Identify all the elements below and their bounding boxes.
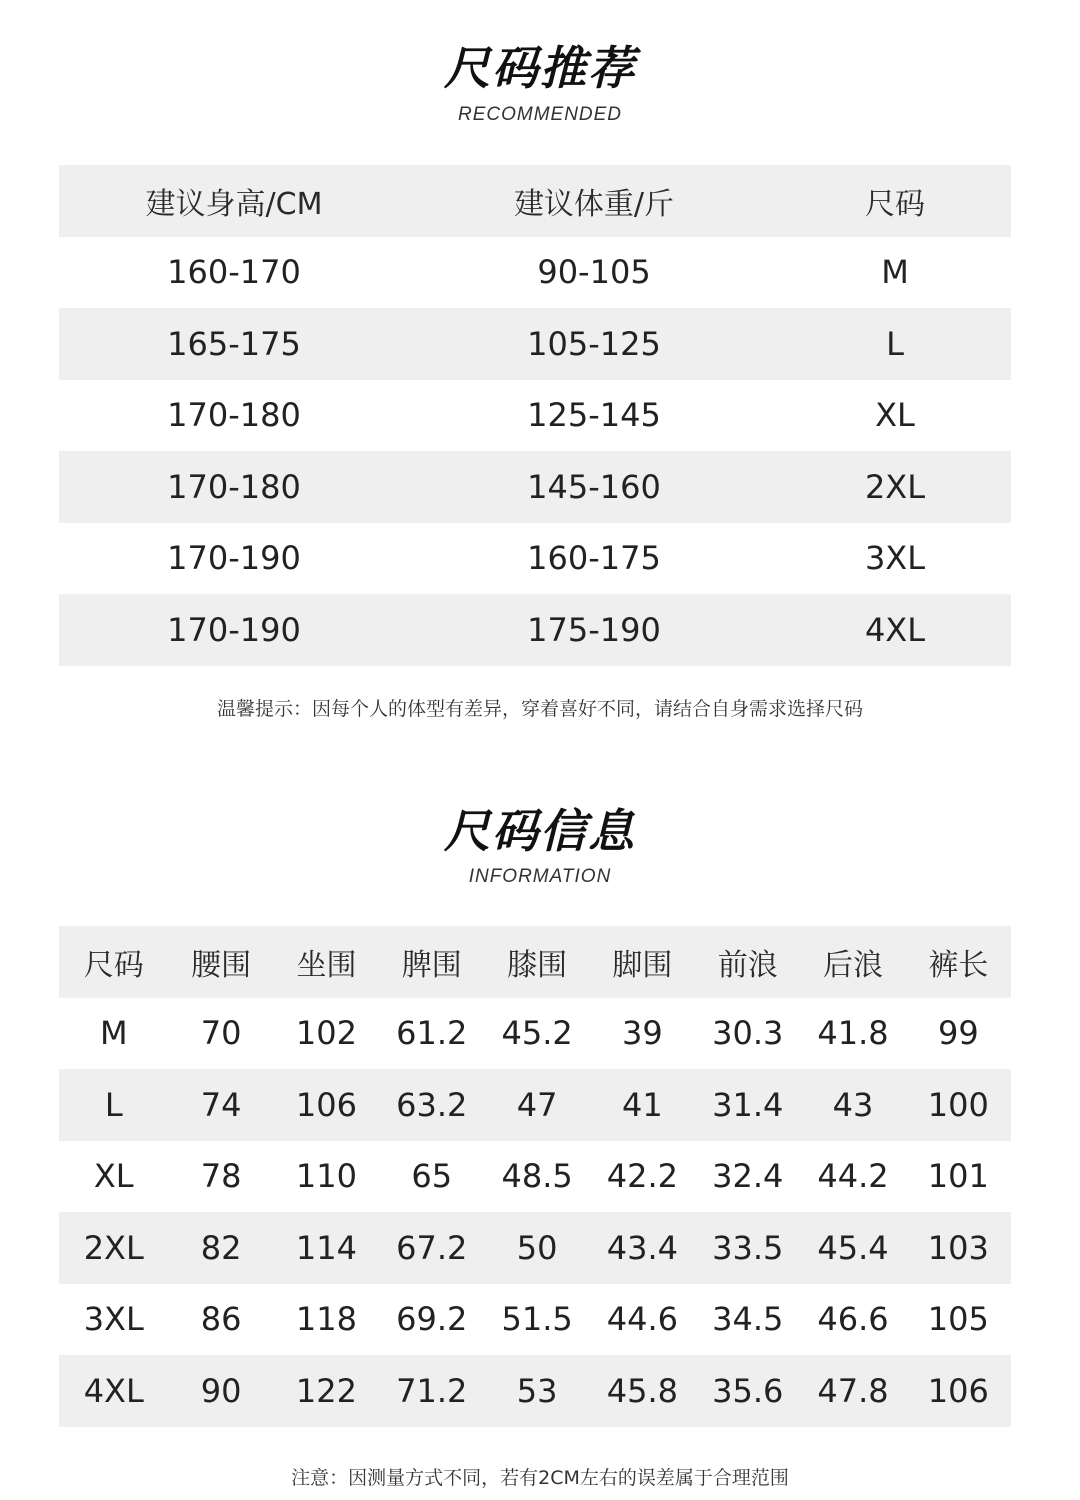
cell-waist: 70 <box>200 1014 242 1053</box>
cell-back-rise: 41.8 <box>817 1014 889 1053</box>
cell-waist: 82 <box>200 1228 242 1267</box>
cell-leg-opening: 39 <box>622 1014 663 1053</box>
cell-leg-opening: 41 <box>622 1085 663 1124</box>
cell-size: 4XL <box>83 1371 144 1410</box>
cell-hip: 106 <box>295 1085 357 1124</box>
cell-hip: 110 <box>295 1157 357 1196</box>
cell-leg-opening: 45.8 <box>606 1371 679 1410</box>
cell-height: 170-180 <box>167 467 301 506</box>
cell-knee: 47 <box>516 1085 558 1124</box>
cell-front-rise: 32.4 <box>712 1157 784 1196</box>
cell-back-rise: 46.6 <box>817 1300 889 1339</box>
cell-height: 165-175 <box>167 324 301 363</box>
table-row <box>59 1284 1011 1356</box>
cell-height: 170-190 <box>167 539 301 578</box>
cell-size: M <box>881 253 909 292</box>
recommended-title: 尺码推荐 <box>444 41 636 95</box>
cell-front-rise: 30.3 <box>712 1014 784 1053</box>
cell-size: 2XL <box>83 1228 144 1267</box>
cell-size: L <box>886 324 904 363</box>
cell-back-rise: 47.8 <box>817 1371 889 1410</box>
cell-length: 103 <box>927 1228 989 1267</box>
cell-hip: 122 <box>295 1371 357 1410</box>
cell-back-rise: 44.2 <box>817 1157 889 1196</box>
cell-thigh: 63.2 <box>396 1085 468 1124</box>
cell-knee: 48.5 <box>501 1157 573 1196</box>
header-length: 裤长 <box>928 947 989 983</box>
table-header-row <box>59 926 1011 998</box>
information-table <box>59 926 1011 1427</box>
header-size: 尺码 <box>83 947 144 983</box>
cell-length: 99 <box>937 1014 979 1053</box>
cell-size: XL <box>93 1157 134 1196</box>
cell-hip: 114 <box>295 1228 357 1267</box>
cell-waist: 78 <box>200 1157 242 1196</box>
cell-back-rise: 45.4 <box>817 1228 889 1267</box>
cell-waist: 74 <box>200 1085 242 1124</box>
cell-length: 101 <box>927 1157 989 1196</box>
recommended-table <box>59 165 1011 666</box>
cell-waist: 90 <box>200 1371 242 1410</box>
header-knee: 膝围 <box>507 947 568 983</box>
cell-thigh: 65 <box>411 1157 453 1196</box>
table-row <box>59 1069 1011 1141</box>
cell-front-rise: 35.6 <box>712 1371 784 1410</box>
cell-leg-opening: 43.4 <box>606 1228 679 1267</box>
cell-length: 106 <box>927 1371 989 1410</box>
table-row <box>59 308 1011 380</box>
cell-thigh: 67.2 <box>396 1228 468 1267</box>
cell-length: 100 <box>927 1085 989 1124</box>
cell-size: 2XL <box>864 467 926 506</box>
header-front-rise: 前浪 <box>717 947 778 983</box>
cell-weight: 145-160 <box>527 467 661 506</box>
header-size: 尺码 <box>865 186 925 222</box>
header-hip: 坐围 <box>296 947 357 983</box>
table-row <box>59 523 1011 595</box>
cell-hip: 118 <box>295 1300 357 1339</box>
table-row <box>59 998 1011 1070</box>
cell-size: M <box>99 1014 128 1053</box>
cell-weight: 90-105 <box>537 253 651 292</box>
cell-front-rise: 33.5 <box>712 1228 784 1267</box>
cell-size: 3XL <box>864 539 926 578</box>
cell-weight: 160-175 <box>527 539 661 578</box>
cell-length: 105 <box>927 1300 989 1339</box>
table-header-row <box>59 165 1011 237</box>
table-row <box>59 237 1011 309</box>
cell-knee: 45.2 <box>501 1014 573 1053</box>
header-leg-opening: 脚围 <box>612 947 673 983</box>
cell-weight: 175-190 <box>527 610 661 649</box>
cell-front-rise: 34.5 <box>712 1300 784 1339</box>
recommended-subtitle: RECOMMENDED <box>457 104 623 125</box>
cell-front-rise: 31.4 <box>712 1085 784 1124</box>
table-row <box>59 1355 1011 1427</box>
cell-leg-opening: 42.2 <box>606 1157 679 1196</box>
cell-size: XL <box>875 396 915 435</box>
cell-weight: 125-145 <box>527 396 661 435</box>
recommended-note: 温馨提示：因每个人的体型有差异，穿着喜好不同，请结合自身需求选择尺码 <box>216 698 863 720</box>
information-note: 注意：因测量方式不同，若有2CM左右的误差属于合理范围 <box>291 1467 789 1489</box>
header-thigh: 脾围 <box>401 947 462 983</box>
cell-height: 160-170 <box>167 253 301 292</box>
cell-height: 170-180 <box>167 396 301 435</box>
table-row <box>59 594 1011 666</box>
cell-size: 3XL <box>83 1300 144 1339</box>
cell-thigh: 61.2 <box>396 1014 468 1053</box>
cell-knee: 53 <box>516 1371 558 1410</box>
table-row <box>59 451 1011 523</box>
header-weight: 建议体重/斤 <box>513 186 675 222</box>
cell-knee: 50 <box>516 1228 558 1267</box>
information-title: 尺码信息 <box>444 804 636 858</box>
cell-size: 4XL <box>864 610 926 649</box>
cell-thigh: 69.2 <box>396 1300 468 1339</box>
cell-leg-opening: 44.6 <box>606 1300 679 1339</box>
cell-knee: 51.5 <box>501 1300 573 1339</box>
information-subtitle: INFORMATION <box>468 866 612 887</box>
table-row <box>59 1141 1011 1213</box>
table-row <box>59 380 1011 452</box>
cell-size: L <box>104 1085 123 1124</box>
cell-waist: 86 <box>200 1300 242 1339</box>
cell-height: 170-190 <box>167 610 301 649</box>
table-row <box>59 1212 1011 1284</box>
header-height: 建议身高/CM <box>145 186 323 222</box>
cell-back-rise: 43 <box>832 1085 874 1124</box>
header-back-rise: 后浪 <box>823 947 884 983</box>
header-waist: 腰围 <box>191 947 252 983</box>
cell-hip: 102 <box>295 1014 357 1053</box>
cell-thigh: 71.2 <box>396 1371 468 1410</box>
cell-weight: 105-125 <box>527 324 661 363</box>
